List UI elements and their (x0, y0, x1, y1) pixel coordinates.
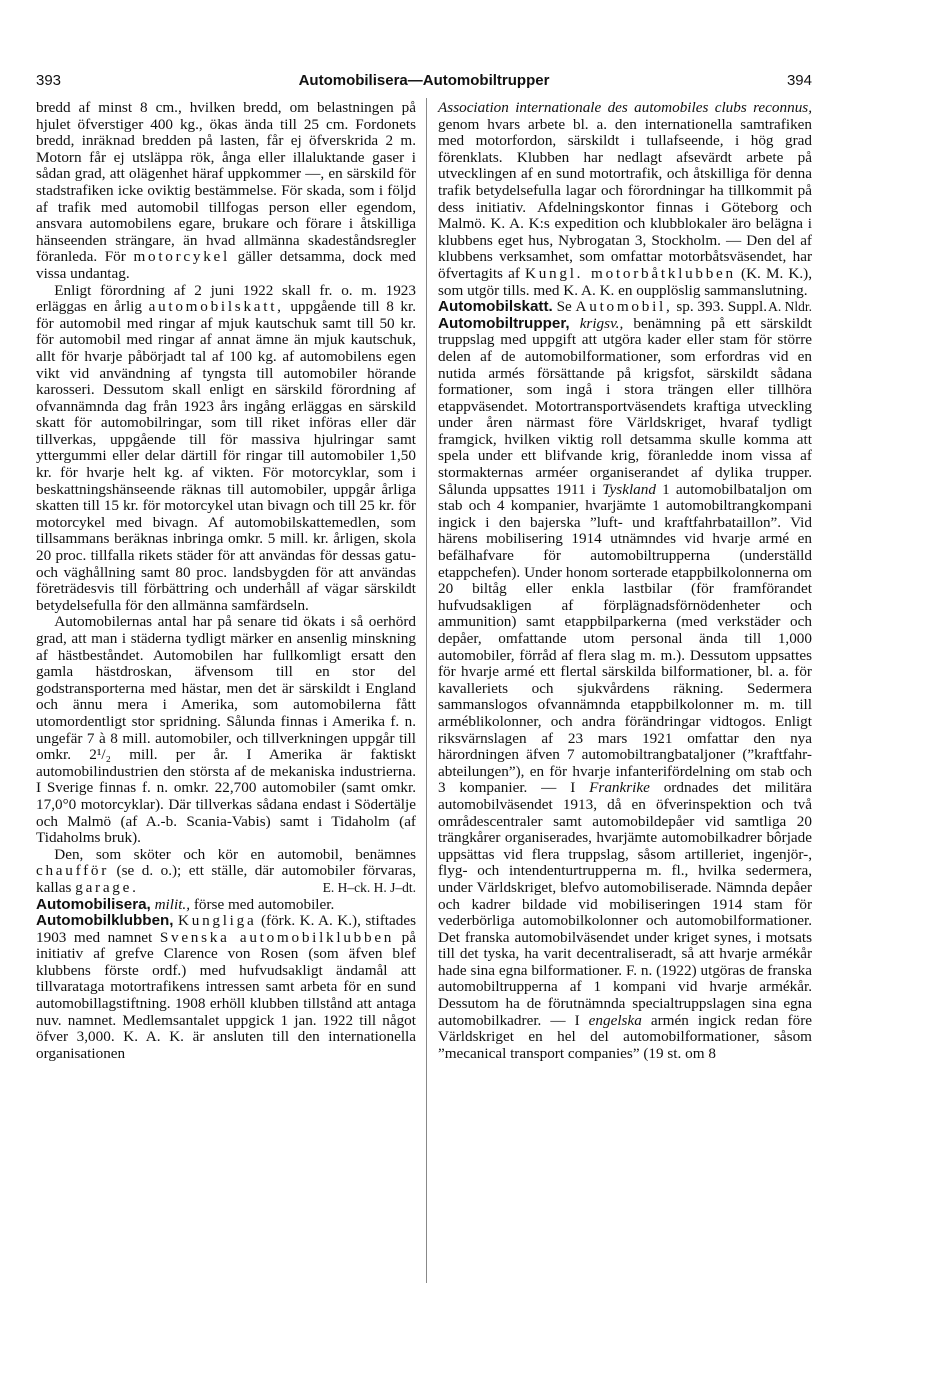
page-header (36, 72, 812, 94)
spaced-term: chaufför (36, 862, 110, 880)
paragraph: Den, som sköter och kör en automobil, benämnes chaufför (se d. o.); ett ställe, där automobiler förvaras, kallas garage. E. H–ck. H. J–dt. (36, 845, 417, 896)
spaced-term: Kungl. motorbåtklubben (525, 264, 736, 282)
italic-term: Frankrike (589, 779, 650, 797)
right-column (438, 100, 812, 1062)
author-signature: A. Nldr. (768, 299, 812, 315)
entry-headword: Automobilklubben, (36, 912, 174, 930)
spaced-term: Automobil, (575, 298, 673, 316)
entry-automobiltrupper: Automobiltrupper, krigsv., benämning på ett särskildt truppslag med uppgift att utgöra kader eller stam för större delen af de automobilformationer, som erfordras vid en nutida armés försättande på krigsfot, särskildt sådana formationer, som ingå i stora trängen eller tillhöra etappväsendet. Motortransportväsendets kraftiga utveckling under åren närmast före Världskriget, hvaraf tydligt framgick, hvilken viktig roll detsamma skulle komma att spela under ett blifvande krig, föranledde inom vissa af stormakternas arméer organiserandet af dylika trupper. Sålunda uppsattes 1911 i Tyskland 1 automobilbataljon om stab och 4 kompanier, hvarjämte 1 automobiltrangkompani ingick i den bajerska ”luft- und kraftfahrbataillon”. Vid härens mobilisering 1914 utnämndes vid hvarje armé en befälhafvare för automobiltrupperna (underställd etappchefen). Under honom sorterade etappbilkolonnerna om 20 biltåg eller enkla lastbilar (för framförandet hufvudsakligen af förplägnadsförnödenheter och ammunition) samt etappbilparkerna (med verkstäder och depåer, omfattande utom personal ända till 1,000 automobiler, förråd af flera slag m. m.). Dessutom uppsattes för hvarje armé ett flertal särskilda bilformationer, bl. a. för kavalleriets och sjukvårdens räkning. Sedermera sammanslogos ofvannämnda etappbilkolonner m. m. till arméblikolonner, och andra förändringar vidtogos. Enligt riksvärnslagen af 23 mars 1921 omfattar den nya härordningen äfven 7 automobiltrangbataljoner (”kraftfahr-abteilungen”), en för hvarje infanterifördelning om stab och 3 kompanier. — I Frankrike ordnades det militära automobilväsendet 1913, då en öfverinspektion och två områdescentraler samt automobildepåer vid samtliga 20 trängkårer organiserades, hvarjämte automobilkadrer bôrjade uppsättas vid flera truppslag, såsom artilleriet, ingenjör-, flyg- och intendenturtrupperna m. fl., hvilka sedermera, under Världskriget, blefvo automobiliserade. Nämnda depåer och kadrer bildade vid mobiliseringen 1914 stam för vederbörliga automobilkolonner och automobilformationer. Det franska automobilväsendet under kriget synes, i motsats till det tyska, ha varit decentraliseradt, så att hvarje armékår hade sina egna bilformationer. F. n. (1922) utgöras de franska automobiltrupperna af 1 kompani vid hvarje armékår. Dessutom ha de förutnämnda specialtruppslagen sina egna automobilkadrer. — I engelska armén ingick redan före Världskriget en hel del automobilformationer, såsom ”mecanical transport companies” (19 st. om 8 (438, 314, 813, 1062)
right-page-number: 394 (786, 72, 812, 89)
entry-automobilskatt: Automobilskatt. Se Automobil, sp. 393. Suppl. (438, 298, 768, 316)
italic-term: Tyskland (602, 480, 656, 498)
spaced-term: Kungliga (178, 912, 257, 930)
paragraph: bredd af minst 8 cm., hvilken bredd, om belastningen på hjulet öfverstiger 400 kg., ökas ända till 25 cm. Fordonets bredd, inräknad bredden på lasten, får ej öfverskrida 2 m. Motorn får ej utsläppa rök, ånga eller illaluktande gaser i sådan grad, att olägenhet häraf uppkommer —, en särskild för stadstrafiken icke oviktig bestämmelse. För skada, som i följd af trafik med automobil tillfogas person eller egendom, ansvara automobilens egare, brukare och förare i åtskilliga hänseenden strängare, än hvad allmänna skadeståndsregler föranleda. För motorcykel gäller detsamma, dock med vissa undantag. (36, 99, 417, 282)
entry-automobilisera: Automobilisera, milit., förse med automobiler. (36, 895, 335, 913)
spaced-term: automobilskatt, (148, 298, 284, 316)
entry-headword: Automobilskatt. (438, 298, 553, 316)
author-signature: E. H–ck. H. J–dt. (322, 879, 416, 895)
entry-headword: Automobilisera, (36, 895, 151, 913)
italic-term: Association internationale des automobiles clubs reconnus, (438, 99, 812, 116)
paragraph: Enligt förordning af 2 juni 1922 skall fr. o. m. 1923 erläggas en årlig automobilskatt, uppgående till 8 kr. för automobil med ringar af mjuk kautschuk samt till 50 kr. för automobil med ringar af annat ämne än mjuk kautschuk, allt för hvarje påbörjadt tal af 100 kg. af automobilens egen vikt vid användning af tyngsta till automobiler hörande karosseri. Dessutom skall enligt en särskild förordning af ofvannämnda dag från 1923 års ingång erläggas en särskild skatt för automobilringar, som till riket införas eller där tillverkas, uppgående till för massiva hjulringar samt yttergummi eller delar därtill för ringar till automobiler 1,50 kr. för hvarje helt kg. af vikten. För motorcyklar, som i beskattningshänseende räknas till automobiler, uppgår årliga skatten till 15 kr. för motorcykel utan bivagn och till 25 kr. för motorcykel med bivagn. Af automobilskattemedlen, som tillsammans beräknas inbringa omkr. 5 mill. kr. årligen, skola 20 proc. tillfalla rikets städer för att användas för dessas gatu- och väghållning samt 80 proc. landsbygden för att användas företrädesvis till förbättring och underhåll af vägar särskildt betydelsefulla för den allmänna samfärdseln. (36, 281, 417, 614)
entry-automobilklubben: Automobilklubben, Kungliga (förk. K. A. K.), stiftades 1903 med namnet Svenska automobilklubben på initiativ af grefve Clarence von Rosen (som äfven blef klubbens förste ordf.) med hufvudsakligt ändamål att tillvarataga motortrafikens intressen samt arbeta för en sund automobillagstiftning. 1908 erhöll klubben tillstånd att antaga nuv. namnet. Medlemsantalet uppgick 1 jan. 1922 till något öfver 3,000. K. A. K. är ansluten till den internationella organisationen (36, 912, 417, 1062)
left-page-number: 393 (36, 72, 62, 89)
entry-headword: Automobiltrupper, (438, 314, 570, 332)
spaced-term: Svenska automobilklubben (159, 928, 395, 946)
left-column (36, 100, 416, 1062)
italic-term: engelska (588, 1011, 642, 1029)
paragraph: Automobilernas antal har på senare tid ökats i så oerhörd grad, att man i städerna tydligt märker en ansenlig minskning af hästbeståndet. Automobilen har fullkomligt ersatt den gamla hästdroskan, äfvensom till en stor del godstransporterna med hästar, men det är särskildt i England och ännu mera i Amerika, som automobilerna fått utomordentligt stor spridning. Sålunda finnas i Amerika f. n. ungefär 7 à 8 mill. automobiler, och tillverkningen uppgår till omkr. 2¹/₂ mill. per år. I Amerika är faktiskt automobilindustrien den största af de mekaniska industrierna. I Sverige finnas f. n. omkr. 22,700 automobiler (samt omkr. 17,0°0 motorcyklar). Där tillverkas sådana endast i Södertälje och Malmö (af A.-b. Scania-Vabis) samt i Tidaholm (af Tidaholms bruk). (36, 613, 416, 847)
running-title: Automobilisera—Automobiltrupper (298, 72, 550, 89)
column-divider (426, 98, 427, 1283)
spaced-term: garage. (75, 878, 139, 896)
paragraph: Association internationale des automobiles clubs reconnus, genom hvars arbete bl. a. den internationella samtrafiken med motorfordon, särskildt i tullafseende, i hög grad förenklats. Klubben har nedlagt afsevärdt arbete på utvecklingen af en sund motortrafik, och åtskilliga för denna trafik betydelsefulla lagar och förordningar ha tillkommit på dess initiativ. Afdelningskontor finnas i Göteborg och Malmö. K. A. K:s expedition och klubblokaler äro belägna i klubbens eget hus, Nybrogatan 3, Stockholm. — Den del af klubbens verksamhet, som omfattar motorbåtsväsendet, har öfvertagits af Kungl. motorbåtklubben (K. M. K.), som utgör tills. med K. A. K. en oupplöslig sammanslutning. A. Nldr. (438, 99, 813, 315)
spaced-term: motorcykel (133, 248, 230, 266)
